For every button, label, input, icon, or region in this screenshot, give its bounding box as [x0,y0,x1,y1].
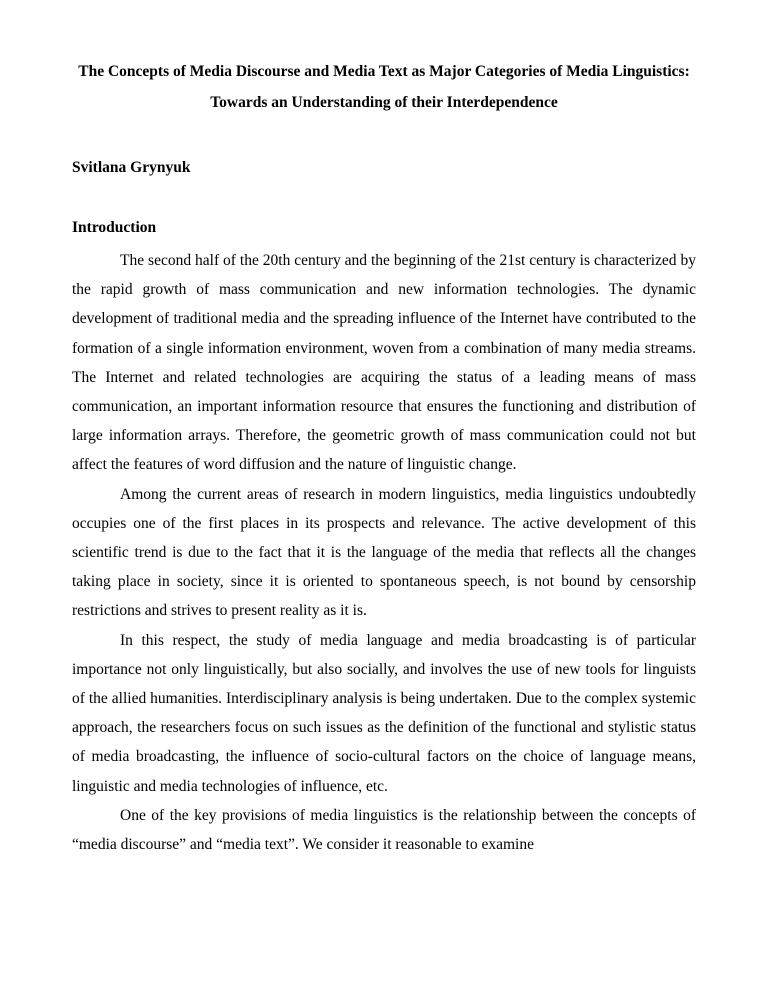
page-title: The Concepts of Media Discourse and Media Text as Major Categories of Media Linguistics: Towards an Understanding of their Interdependence [78,63,690,111]
body-paragraph: The second half of the 20th century and the beginning of the 21st century is characterized by the rapid growth of mass communication and new information technologies. The dynamic development of traditional media and the spreading influence of the Internet have contributed to the formation of a single information environment, woven from a combination of many media streams. The Internet and related technologies are acquiring the status of a leading means of mass communication, an important information resource that ensures the functioning and distribution of large information arrays. Therefore, the geometric growth of mass communication could not but affect the features of word diffusion and the nature of linguistic change. [72,252,696,474]
body-paragraph: Among the current areas of research in modern linguistics, media linguistics undoubtedly occupies one of the first places in its prospects and relevance. The active development of this scientific trend is due to the fact that it is the language of the media that reflects all the changes taking place in society, since it is oriented to spontaneous speech, is not bound by censorship restrictions and strives to present reality as it is. [72,485,696,620]
body-paragraph: One of the key provisions of media linguistics is the relationship between the concepts of “media discourse” and “media text”. We consider it reasonable to examine [72,806,696,854]
section-heading-introduction: Introduction [72,219,157,236]
body-paragraph: In this respect, the study of media language and media broadcasting is of particular importance not only linguistically, but also socially, and involves the use of new tools for linguists of the allied humanities. Interdisciplinary analysis is being undertaken. Due to the complex systemic approach, the researchers focus on such issues as the definition of the functional and stylistic status of media broadcasting, the influence of socio-cultural factors on the choice of language means, linguistic and media technologies of influence, etc. [72,631,696,795]
author-name: Svitlana Grynyuk [72,159,191,176]
